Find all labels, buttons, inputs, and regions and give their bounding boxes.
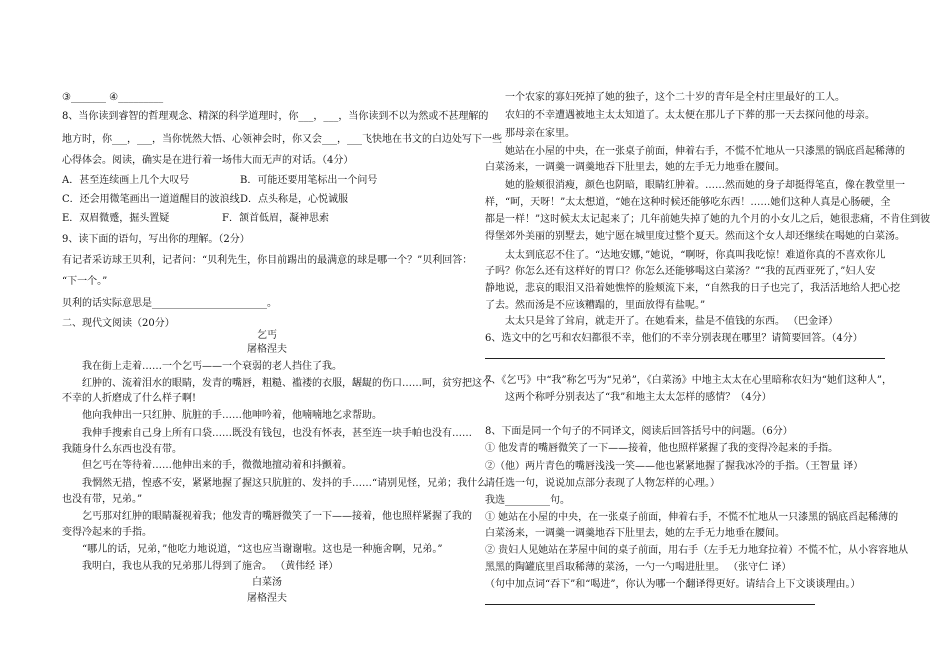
- story-2-para-6a: 太太到底忍不住了。“达地安娜，”她说，“啊呀，你真叫我吃惊！难道你真的不喜欢你儿: [505, 250, 886, 261]
- q7-line-2: 这两个称呼分别表达了“我”和地主太太怎样的感情？（4分）: [505, 392, 772, 403]
- option-b: B．可能还要用笔标出一个问号: [240, 175, 378, 186]
- story-2-para-4a: 她站在小屋的中央，在一张桌子前面，伸着右手，不慌不忙地从一只漆黑的锅底舀起稀薄的: [505, 146, 905, 157]
- story-1-para-2b: 不幸的人折磨成了什么样子啊!: [62, 393, 197, 404]
- q8-passage-2b: 黑黑的陶罐底里舀取稀薄的菜汤，一勺一勺喝进肚里。 （张守仁 译）: [485, 562, 792, 573]
- q9-title: 9、读下面的语句，写出你的理解。（2分）: [62, 234, 250, 245]
- story-1-para-6a: 我惘然无措，惶惑不安，紧紧地握了握这只肮脏的、发抖的手……“请别见怪，兄弟；我什么: [82, 478, 488, 489]
- q8-instruction: 请任选一句，说说加点部分表现了人物怎样的心理。）: [485, 478, 720, 489]
- story-2-para-6d: 了去。然而汤是不应该糟蹋的，里面放得有盐呢。”: [485, 300, 706, 311]
- story-1-title: 乞丐: [257, 330, 277, 341]
- q9-answer-line: 贝利的话实际意思是_______________________。: [62, 298, 277, 309]
- story-2-para-4b: 白菜汤来，一调羹一调羹地吞下肚里去，她的左手无力地垂在腰间。: [485, 162, 785, 173]
- story-2-para-2: 农妇的不幸遭遇被地主太太知道了。太太便在那儿子下葬的那一天去探问他的母亲。: [505, 110, 875, 121]
- q6-title: 6、选文中的乞丐和农妇都很不幸，他们的不幸分别表现在哪里？请简要回答。（4分）: [485, 333, 863, 344]
- story-2-para-5b: 样，“呵，天呀！”太太想道，“她在这种时候还能够吃东西！……她们这种人真是心肠硬，全: [485, 197, 891, 208]
- option-c: C．还会用微笔画出一道道醒目的波浪线: [62, 194, 240, 205]
- story-1-para-2a: 红肿的、流着泪水的眼睛，发青的嘴唇，粗糙、褴褛的衣服，龌龊的伤口……呵，贫穷把这个: [82, 378, 492, 389]
- q8-choice-line: 我选_________句。: [485, 495, 570, 506]
- story-1-para-3: 他向我伸出一只红肿、肮脏的手……他呻吟着，他喃喃地乞求帮助。: [82, 410, 382, 421]
- story-2-para-5a: 她的脸颊很消瘦，颜色也阴暗，眼睛红肿着。……然而她的身子却挺得笔直，像在教堂里一: [505, 180, 905, 191]
- q8-title: 8、下面是同一个句子的不同译文，阅读后回答括号中的问题。（6分）: [485, 426, 793, 437]
- q8-translation-2: ②（他）两片青色的嘴唇浅浅一笑——他也紧紧地握了握我冰冷的手指。（王智量 译）: [485, 461, 864, 472]
- q8-line-2: 地方时，你___，___，当你恍然大悟、心领神会时，你又会___，___飞快地在书文的白边处写下一些: [62, 134, 502, 145]
- story-2-para-3: 那母亲在家里。: [505, 128, 575, 139]
- story-2-para-7: 太太只是耸了耸肩，就走开了。在她看来，盐是不值钱的东西。 （巴金译）: [505, 316, 839, 327]
- story-2-author: 屠格涅夫: [247, 593, 287, 604]
- q9-line-1: 有记者采访球王贝利，记者问：“贝利先生，你目前踢出的最满意的球是哪一个？”贝利回答：: [62, 255, 473, 266]
- story-2-title: 白菜汤: [252, 577, 282, 588]
- story-2-para-5c: 都是一样！”这时候太太记起来了；几年前她失掉了她的九个月的小女儿之后，她很悲痛，不肯住到彼: [485, 214, 931, 225]
- story-1-author: 屠格涅夫: [247, 344, 287, 355]
- q8-line-1: 8、当你读到睿智的哲理观念、精深的科学道理时，你___，___，当你读到不以为然或不甚理解的: [62, 111, 489, 122]
- q6-answer-line: [485, 358, 885, 359]
- story-2-para-5d: 得堡郊外美丽的别墅去，她宁愿在城里度过整个夏天。然而这个女人却还继续在喝她的白菜汤。: [485, 231, 905, 242]
- q7-line-1: 7、《乞丐》中“我”称乞丐为“兄弟”，《白菜汤》中地主太太在心里暗称农妇为“她们这种人”，: [485, 375, 893, 386]
- story-1-para-1: 我在街上走着……一个乞丐——一个衰弱的老人挡住了我。: [82, 361, 342, 372]
- story-1-para-4b: 我随身什么东西也没有带。: [62, 444, 182, 455]
- story-1-para-9: 我明白，我也从我的兄弟那儿得到了施舍。 （黄伟经 译）: [82, 561, 339, 572]
- story-1-para-8: “哪儿的话，兄弟，”他吃力地说道，“这也应当谢谢啦。这也是一种施舍啊，兄弟。”: [82, 544, 443, 555]
- q8-passage-2a: ② 贵妇人见她站在茅屋中间的桌子前面，用右手（左手无力地耷拉着）不慌不忙，从小容容地从: [485, 545, 909, 556]
- story-2-para-6b: 子吗？你怎么还有这样好的胃口？你怎么还能够喝这白菜汤？”“我的瓦西亚死了，”妇人安: [485, 266, 876, 277]
- q8-passage-1a: ① 她站在小屋的中央，在一张桌子前面，伸着右手，不慌不忙地从一只漆黑的锅底舀起稀薄的: [485, 512, 899, 523]
- q8-question: （句中加点词“吞下”和“喝进”，你认为哪一个翻译得更好。请结合上下文谈谈理由。）: [485, 579, 861, 590]
- option-e: E．双眉微蹙，掘头置疑: [62, 213, 170, 224]
- option-f: F．颔首低眉，凝神思索: [222, 213, 329, 224]
- story-1-para-7a: 乞丐那对红肿的眼睛凝视着我；他发青的嘴唇微笑了一下——接着，他也照样紧握了我的: [82, 511, 472, 522]
- story-1-para-6b: 也没有带，兄弟。”: [62, 494, 143, 505]
- section-2-heading: 二、现代文阅读（20分）: [62, 318, 175, 329]
- story-1-para-7b: 变得冷起来的手指。: [62, 527, 152, 538]
- answer-blanks-3-4: ③_______ ④_________: [62, 92, 164, 103]
- option-d: D．点头称是，心悦诚服: [240, 194, 349, 205]
- option-a: A．甚至连续画上几个大叹号: [62, 175, 190, 186]
- story-2-para-1: 一个农家的寡妇死掉了她的独子，这个二十岁的青年是全村庄里最好的工人。: [505, 92, 845, 103]
- q8-line-3: 心得体会。阅读，确实是在进行着一场伟大而无声的对话。（4分）: [62, 155, 354, 166]
- q9-line-2: “下一个。”: [62, 276, 108, 287]
- q8-answer-line: [485, 604, 815, 605]
- story-1-para-4a: 我伸手搜索自己身上所有口袋……既没有钱包，也没有怀表，甚至连一块手帕也没有……: [82, 428, 472, 439]
- story-2-para-6c: 静地说，悲哀的眼泪又沿着她憔悴的脸颊流下来，“自然我的日子也完了，我活活地给人把心挖: [485, 283, 901, 294]
- story-1-para-5: 但乞丐在等待着……他伸出来的手，微微地擅动着和抖颤着。: [82, 460, 352, 471]
- q8-passage-1b: 白菜汤来，一调羹一调羹地吞下肚里去，她的左手无力地垂在腰间。: [485, 528, 785, 539]
- q8-translation-1: ① 他发青的嘴唇微笑了一下——接着，他也照样紧握了我的变得冷起来的手指。: [485, 443, 839, 454]
